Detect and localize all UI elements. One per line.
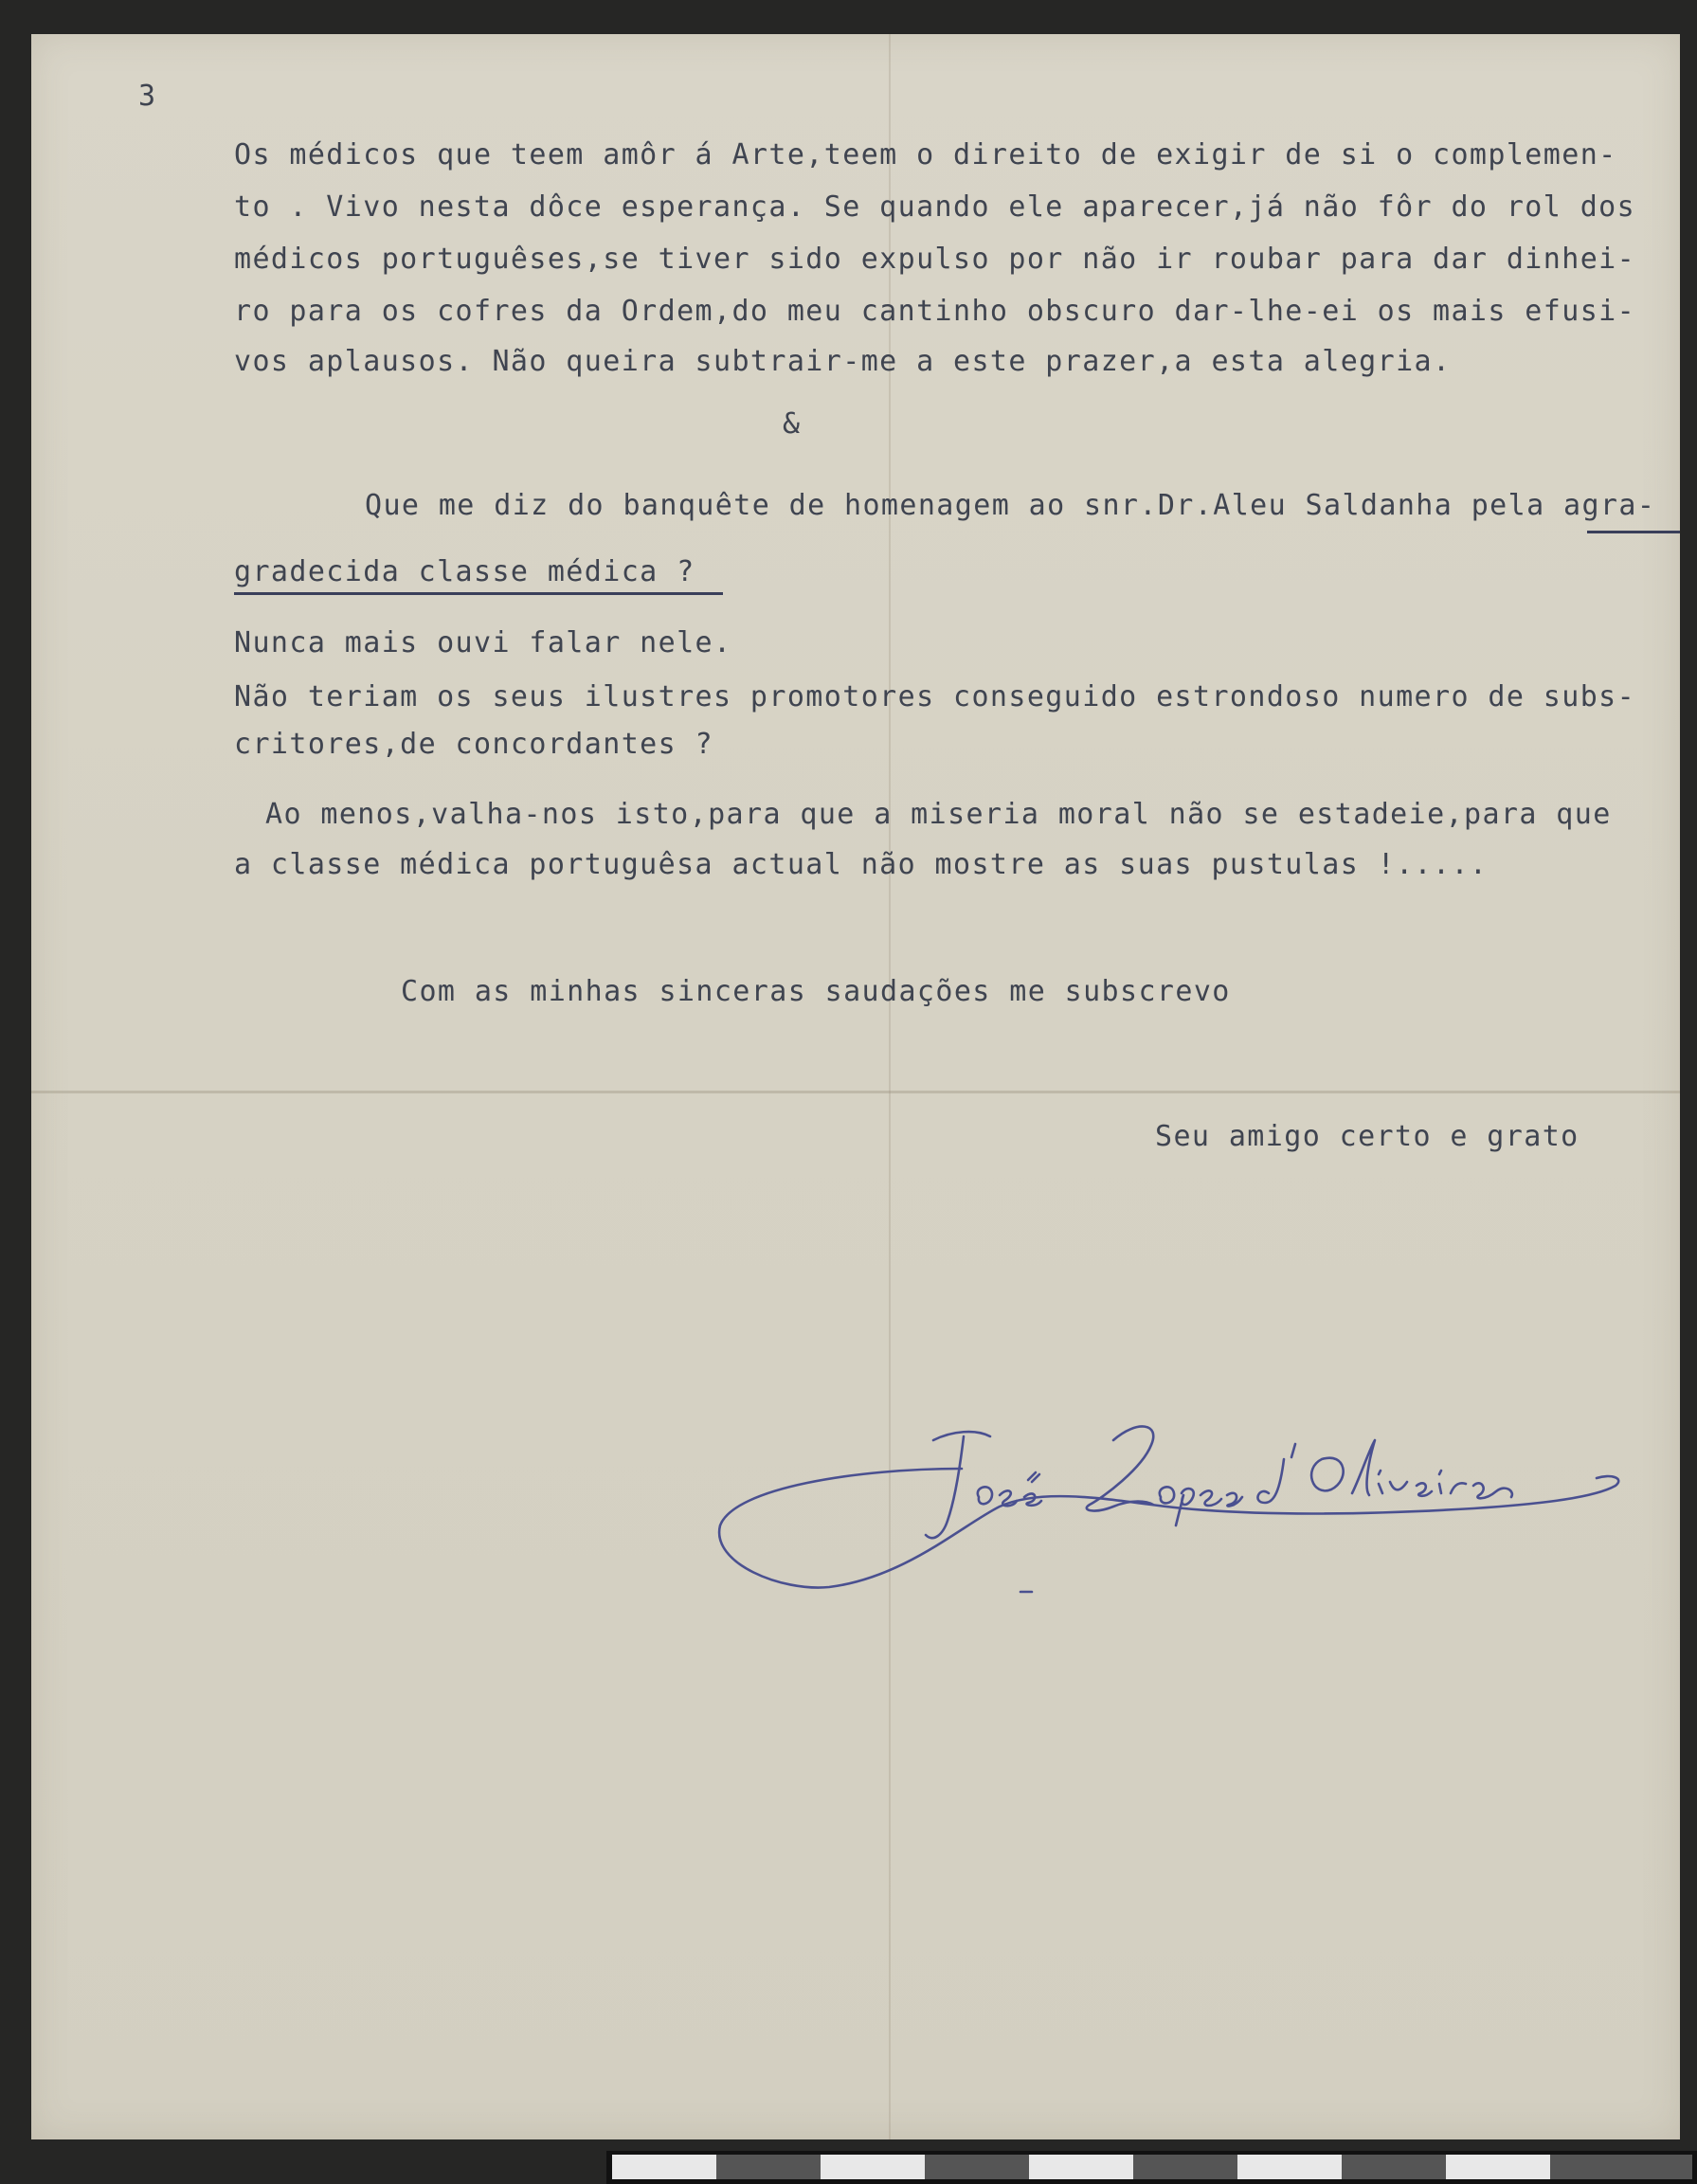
ruler-segment — [821, 2155, 925, 2179]
paragraph3-line-1: Não teriam os seus ilustres promotores conseguido estrondoso numero de subs- — [234, 680, 1636, 713]
scale-ruler — [606, 2151, 1697, 2184]
ruler-segment — [1342, 2155, 1446, 2179]
underline-agra — [1587, 531, 1680, 533]
horizontal-fold-crease — [31, 1091, 1680, 1093]
ruler-segment — [1550, 2155, 1692, 2179]
handwritten-signature — [715, 1402, 1634, 1620]
signoff-line: Seu amigo certo e grato — [1155, 1120, 1580, 1153]
paragraph3-line-2: critores,de concordantes ? — [234, 728, 713, 761]
paragraph1-line-5: vos aplausos. Não queira subtrair-me a este prazer,a esta alegria. — [234, 345, 1452, 378]
paragraph2-line-2: gradecida classe médica ? — [234, 555, 695, 588]
line-nunca: Nunca mais ouvi falar nele. — [234, 626, 732, 659]
paragraph2-line-1: Que me diz do banquête de homenagem ao snr.Dr.Aleu Saldanha pela agra- — [365, 489, 1656, 522]
ruler-segment — [925, 2155, 1029, 2179]
section-separator: & — [783, 407, 802, 441]
ruler-segment — [1029, 2155, 1133, 2179]
paragraph1-line-2: to . Vivo nesta dôce esperança. Se quando ele aparecer,já não fôr do rol dos — [234, 190, 1636, 224]
ruler-segment — [716, 2155, 821, 2179]
ruler-segment — [1133, 2155, 1237, 2179]
paragraph1-line-4: ro para os cofres da Ordem,do meu cantinho obscuro dar-lhe-ei os mais efusi- — [234, 295, 1636, 328]
underline-gradecida-classe-medica — [234, 592, 723, 595]
ruler-segment — [612, 2155, 716, 2179]
closing-line: Com as minhas sinceras saudações me subscrevo — [401, 975, 1231, 1008]
paragraph4-line-1: Ao menos,valha-nos isto,para que a miseria moral não se estadeie,para que — [265, 798, 1612, 831]
ruler-segment — [1446, 2155, 1550, 2179]
paragraph1-line-1: Os médicos que teem amôr á Arte,teem o direito de exigir de si o complemen- — [234, 138, 1617, 171]
paragraph1-line-3: médicos portuguêses,se tiver sido expulso por não ir roubar para dar dinhei- — [234, 243, 1636, 276]
paragraph4-line-2: a classe médica portuguêsa actual não mostre as suas pustulas !..... — [234, 848, 1489, 881]
page-number: 3 — [138, 80, 156, 113]
ruler-segment — [1237, 2155, 1342, 2179]
